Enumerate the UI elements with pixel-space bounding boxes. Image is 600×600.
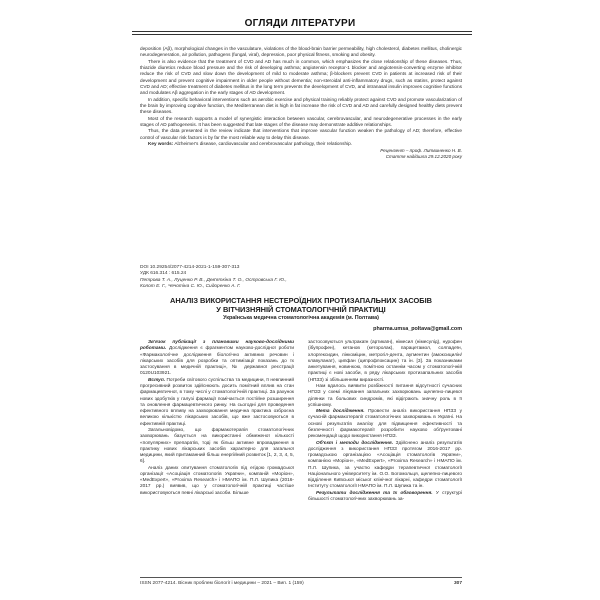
paragraph-lead: Результати дослідження та їх обговорення. bbox=[316, 490, 433, 496]
authors-line-2: Колот Е. Г., Чечотіна С. Ю., Сидоренко А. Г. bbox=[140, 284, 241, 290]
paragraph-publication-link bbox=[140, 340, 294, 378]
header-rule-bottom bbox=[132, 34, 472, 35]
paragraph-lead: Об'єкт і методи дослідження. bbox=[316, 440, 394, 446]
paragraph-text: У структурі більшості стоматологічних захворювань за- bbox=[308, 490, 462, 503]
keywords-label: Key words: bbox=[148, 141, 174, 147]
paragraph-text: Здійснено аналіз результатів дослідження з використання НПЗЗ протягом 2016-2017 рр. громадською організацією «Асоціація стоматологів України», компанією «Моріон», «MedExpert», «Proxima Research» і НМАПО ім. П.Л. Шупика, за участю кафедри терапевтичної стоматології Національного університету ім. О.О. Богомольця, щелепно-лицевого відділення Київської міської клінічної лікарні, кафедри стоматології Інституту стоматології НМАПО ім. П.Л. Шупика та ін. bbox=[308, 440, 462, 490]
paragraph-text: Загальновідомо, що фармакотерапія стоматологічних захворювань базується на використанні обмеженої кількості «популярних» препаратів, тоді як більш активне впровадження в практику нових лікарських засобів характерно для загальної медицини, який притаманний більш енергійний розвиток [1, 2, 3, 4, 5, 6]. bbox=[140, 427, 294, 465]
paragraph-lead: Мета дослідження. bbox=[316, 409, 365, 415]
page-footer bbox=[140, 581, 462, 586]
paragraph-introduction bbox=[140, 378, 294, 428]
keywords-text: Alzheimer's disease, cardiovascular and cerebrovascular pathology, their relationship. bbox=[173, 141, 353, 147]
journal-citation: ISSN 2077-4214. Вісник проблем біології і медицини – 2021 – Вип. 1 (159) bbox=[140, 581, 304, 586]
paragraph-text: Аналіз даних опитування стоматологів під егідою громадської організації «Асоціація стоматологів України», компаній «Моріон», «MedExpert», «Proxima Research» і НМАПО ім. П.Л. Шупика (2016-2017 рр.) виявив, що у стоматологічній практиці частіше використовуються певні лікарські засоби. Більше bbox=[140, 465, 294, 496]
paragraph-text: Провести аналіз використання НПЗЗ у сучасній фармакотерапії стоматологічних захворювань в Україні. На основі результатів аналізу для підвищення ефективності та безпечності фармакотерапії розробити науково обґрунтовані рекомендації щодо використання НПЗЗ. bbox=[308, 409, 462, 440]
footer-rule bbox=[140, 577, 462, 578]
page-number: 307 bbox=[453, 581, 462, 586]
contact-email[interactable]: pharma.umsa_poltava@gmail.com bbox=[373, 326, 462, 332]
header-rule-top bbox=[132, 31, 472, 32]
article-title-line-1: АНАЛІЗ ВИКОРИСТАННЯ НЕСТЕРОЇДНИХ ПРОТИЗАПАЛЬНИХ ЗАСОБІВ bbox=[170, 296, 432, 305]
section-header: ОГЛЯДИ ЛІТЕРАТУРИ bbox=[244, 18, 356, 29]
authors-line-1: Петрова Т. А., Луценко Р. В., Дев'яткіна Т. О., Островська Г. Ю., bbox=[140, 277, 287, 283]
paragraph-aim bbox=[308, 409, 462, 440]
reviewer: Рецензент – проф. Литвиненко Н. В. bbox=[380, 147, 462, 153]
article-meta bbox=[140, 265, 462, 291]
paragraph-text: застосовуються ультракаїн (артикаїн), німесил (німесулід), нурофен (ібупрофен), кетанов (кеторолак), парацетамол, солпадеїн, хлоргексидин, лінкоміцин, метрогіл-дента, аугментин (амоксицилін/клавуланат), ципфан (ципрофлоксацин) та ін. [3]. За показниками анкетування, новинкою, помітною останнім часом у стоматологічній практиці є нові засоби, в ряду лікарських протизапальних засобів (НПЗЗ) зі збільшенням виразності. bbox=[308, 340, 462, 383]
body-column-right bbox=[308, 340, 462, 503]
abstract-paragraph: In addition, specific behavioral interventions such as aerobic exercise and physical training reliably protect against CVD and promote vascularization of the brain by improving cognitive function, the Mediterranean diet is high in fat increase the risk of CVD and AD and carefully designed healthy diets prevent these diseases. bbox=[140, 96, 462, 115]
doi[interactable]: DOI 10.29254/2077-4214-2021-1-159-307-313 bbox=[140, 265, 240, 270]
article-title-line-2: У ВІТЧИЗНЯНІЙ СТОМАТОЛОГІЧНІЙ ПРАКТИЦІ bbox=[216, 305, 386, 314]
paragraph-text: Дослідження є фрагментом науково-дослідної роботи «Фармакологічне дослідження біологічно активних речовин і лікарських засобів для розробки та оптимізації показань до їх застосування в медичній практиці», № державної реєстрації 0120U103921. bbox=[140, 346, 294, 377]
english-abstract bbox=[140, 46, 462, 160]
article-title-block bbox=[140, 296, 462, 322]
paragraph-lead: Вступ. bbox=[148, 377, 166, 383]
abstract-paragraph: Most of the research supports a model of synergistic interaction between vascular, cerebrovascular, and neurodegenerative processes in the early stages of AD pathogenesis. It has been suggested that late stages of the disease may demonstrate additive relationships. bbox=[140, 115, 462, 128]
abstract-paragraph: deposition (Aβ), morphological changes in the vasculature, violations of the blood-brain barrier permeability, high cholesterol, diabetes mellitus, cholinergic neurodegeneration, air pollution, pathogens (fungal, viral), depression, poor physical fitness, smoking and obesity. bbox=[140, 46, 462, 58]
paragraph-text: Потреби світового суспільства та медицини, її невпинний прогресивний розвиток здійснюють досить помітний вплив на стан фармацевтичної, в тому числі у стоматологічній практиці. За рахунок нових здобутків у галузі фармації помічається постійне розширення та оновлення фармацевтичного ринку. На сьогодні для проведення ефективного впливу на захворювання медична практика озброєна великою кількістю лікарських засобів, що вже застосовуються в ефективній практиці. bbox=[140, 377, 294, 427]
udc: УДК 616.314 : 615.24 bbox=[140, 271, 187, 277]
received-date: Стаття надійшла 29.12.2020 року bbox=[385, 153, 462, 159]
paragraph-lead: Зв'язок публікації з плановими науково-дослідними роботами. bbox=[140, 340, 294, 352]
institution: Українська медична стоматологічна академія (м. Полтава) bbox=[223, 315, 379, 321]
abstract-paragraph: There is also evidence that the treatment of CVD and AD has much in common, which emphasizes the close relationship of these diseases. Thus, thiazide diuretics reduce blood pressure and the risk of developing asthma; angiotensin receptor-1 blocker and angiotensin-converting enzyme inhibitor reduce the risk of CVD and slow down the development of mild to moderate asthma; β-blockers prevent CVD in patients at increased risk of their development and prevent cognitive impairment in older people without dementia; non-steroidal anti-inflammatory drugs, such as statins, protect against CVD and AD; effective treatment of diabetes mellitus in the long term prevents the development of CVD, and intranasal insulin improves cognitive functions and modulates Aβ aggregation in the early stages of AD development. bbox=[140, 58, 462, 96]
abstract-paragraph: Thus, the data presented in the review indicate that interventions that improve vascular function weaken the pathology of AD; therefore, effective control of vascular risk factors is by far the most reliable way to delay this disease. bbox=[140, 128, 462, 140]
paragraph-methods bbox=[308, 441, 462, 491]
paragraph-text: Нам вдалось виявити розбіжності питання відсутності сучасних НПЗЗ у схемі лікування запальних захворювань щелепно-лицевої ділянки та больових синдромів, які відіграють значну роль в її успішному. bbox=[308, 383, 462, 408]
body-column-left bbox=[140, 340, 294, 497]
paragraph-results bbox=[308, 491, 462, 504]
